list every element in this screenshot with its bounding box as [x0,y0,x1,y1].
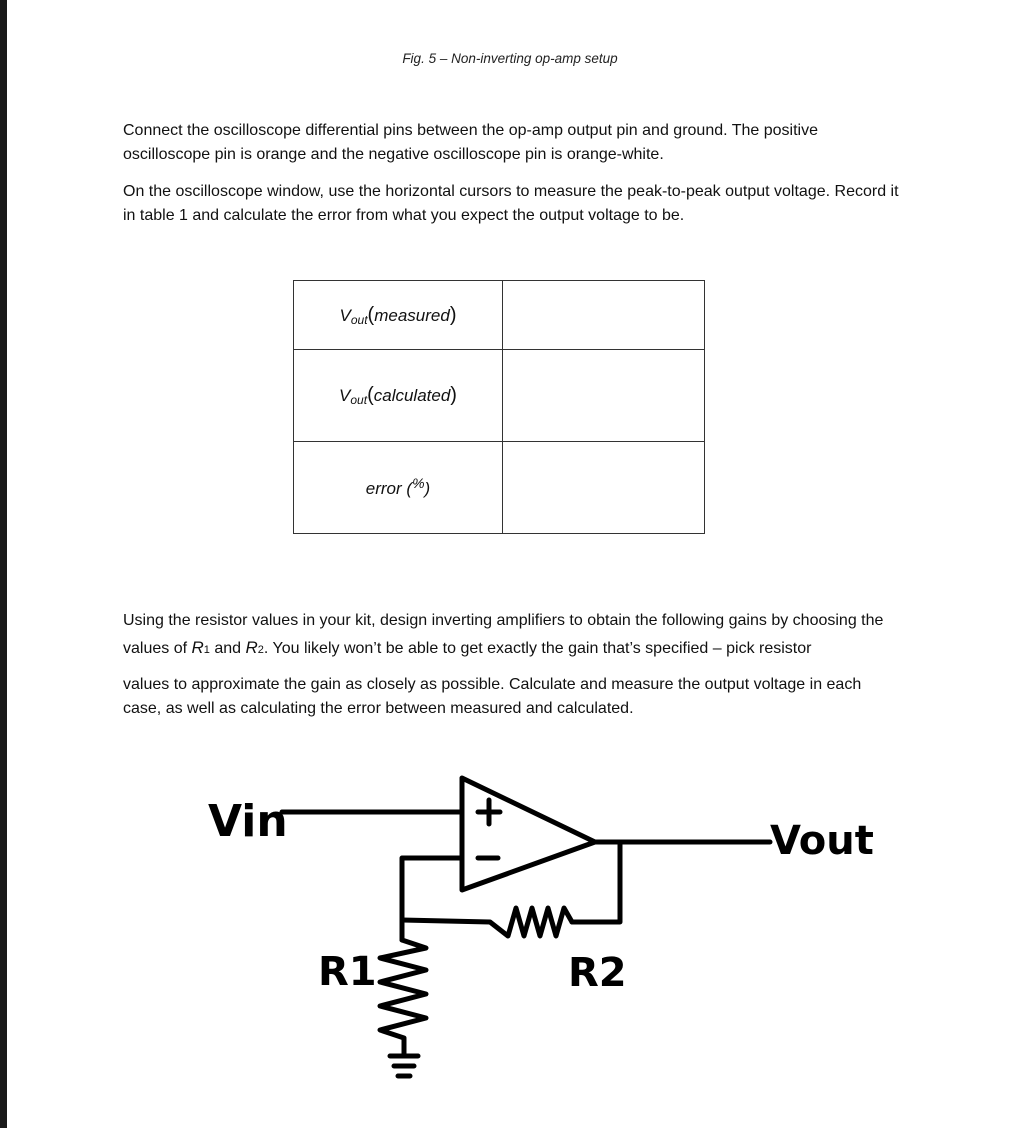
vout-calculated-label: $V_{out}(calculated)$ [294,350,503,441]
r2-label: R2 [568,950,627,996]
ground-symbol [390,1056,418,1076]
paragraph-connect-oscilloscope: Connect the oscilloscope differential pins between the op-amp output pin and ground. The positive oscilloscope pin is orange and the negative oscilloscope pin is orange-white. [123,122,818,163]
error-percent-value-cell[interactable] [503,441,705,533]
r1-resistor [380,940,426,1056]
table-row [294,281,705,350]
feedback-wire-right [572,842,620,922]
vout-measured-value-cell[interactable] [503,281,705,350]
paragraph-measure-output: On the oscilloscope window, use the horizontal cursors to measure the peak-to-peak output voltage. Record it in table 1 and calculate the error from what you expect the output voltage to be. [123,183,899,224]
left-edge-bar [0,0,7,1128]
vout-calculated-value-cell[interactable] [503,350,705,441]
vin-label: Vin [208,796,288,847]
plus-sign [478,800,500,824]
vout-measured-label: $V_{out}(measured)$ [294,281,503,350]
inverting-input-wire [402,858,462,940]
error-percent-label: error (%) [294,441,503,533]
figure-caption: Fig. 5 – Non-inverting op-amp setup [402,51,618,66]
table-row [294,441,705,533]
op-amp-schematic [190,760,890,1095]
results-table [293,280,705,534]
op-amp-triangle [462,778,595,890]
r2-resistor [402,908,572,936]
paragraph-approximate-gain: values to approximate the gain as closely as possible. Calculate and measure the output voltage in each case, as well as calculating the error between measured and calculated. [123,676,862,717]
paragraph-design-amplifiers: Using the resistor values in your kit, design inverting amplifiers to obtain the following gains by choosing the values of R1 and R2. You likely won’t be able to get exactly the gain that’s specified – pick resistor [123,612,884,657]
vout-label: Vout [770,818,874,864]
table-row [294,350,705,441]
r1-label: R1 [318,949,377,995]
